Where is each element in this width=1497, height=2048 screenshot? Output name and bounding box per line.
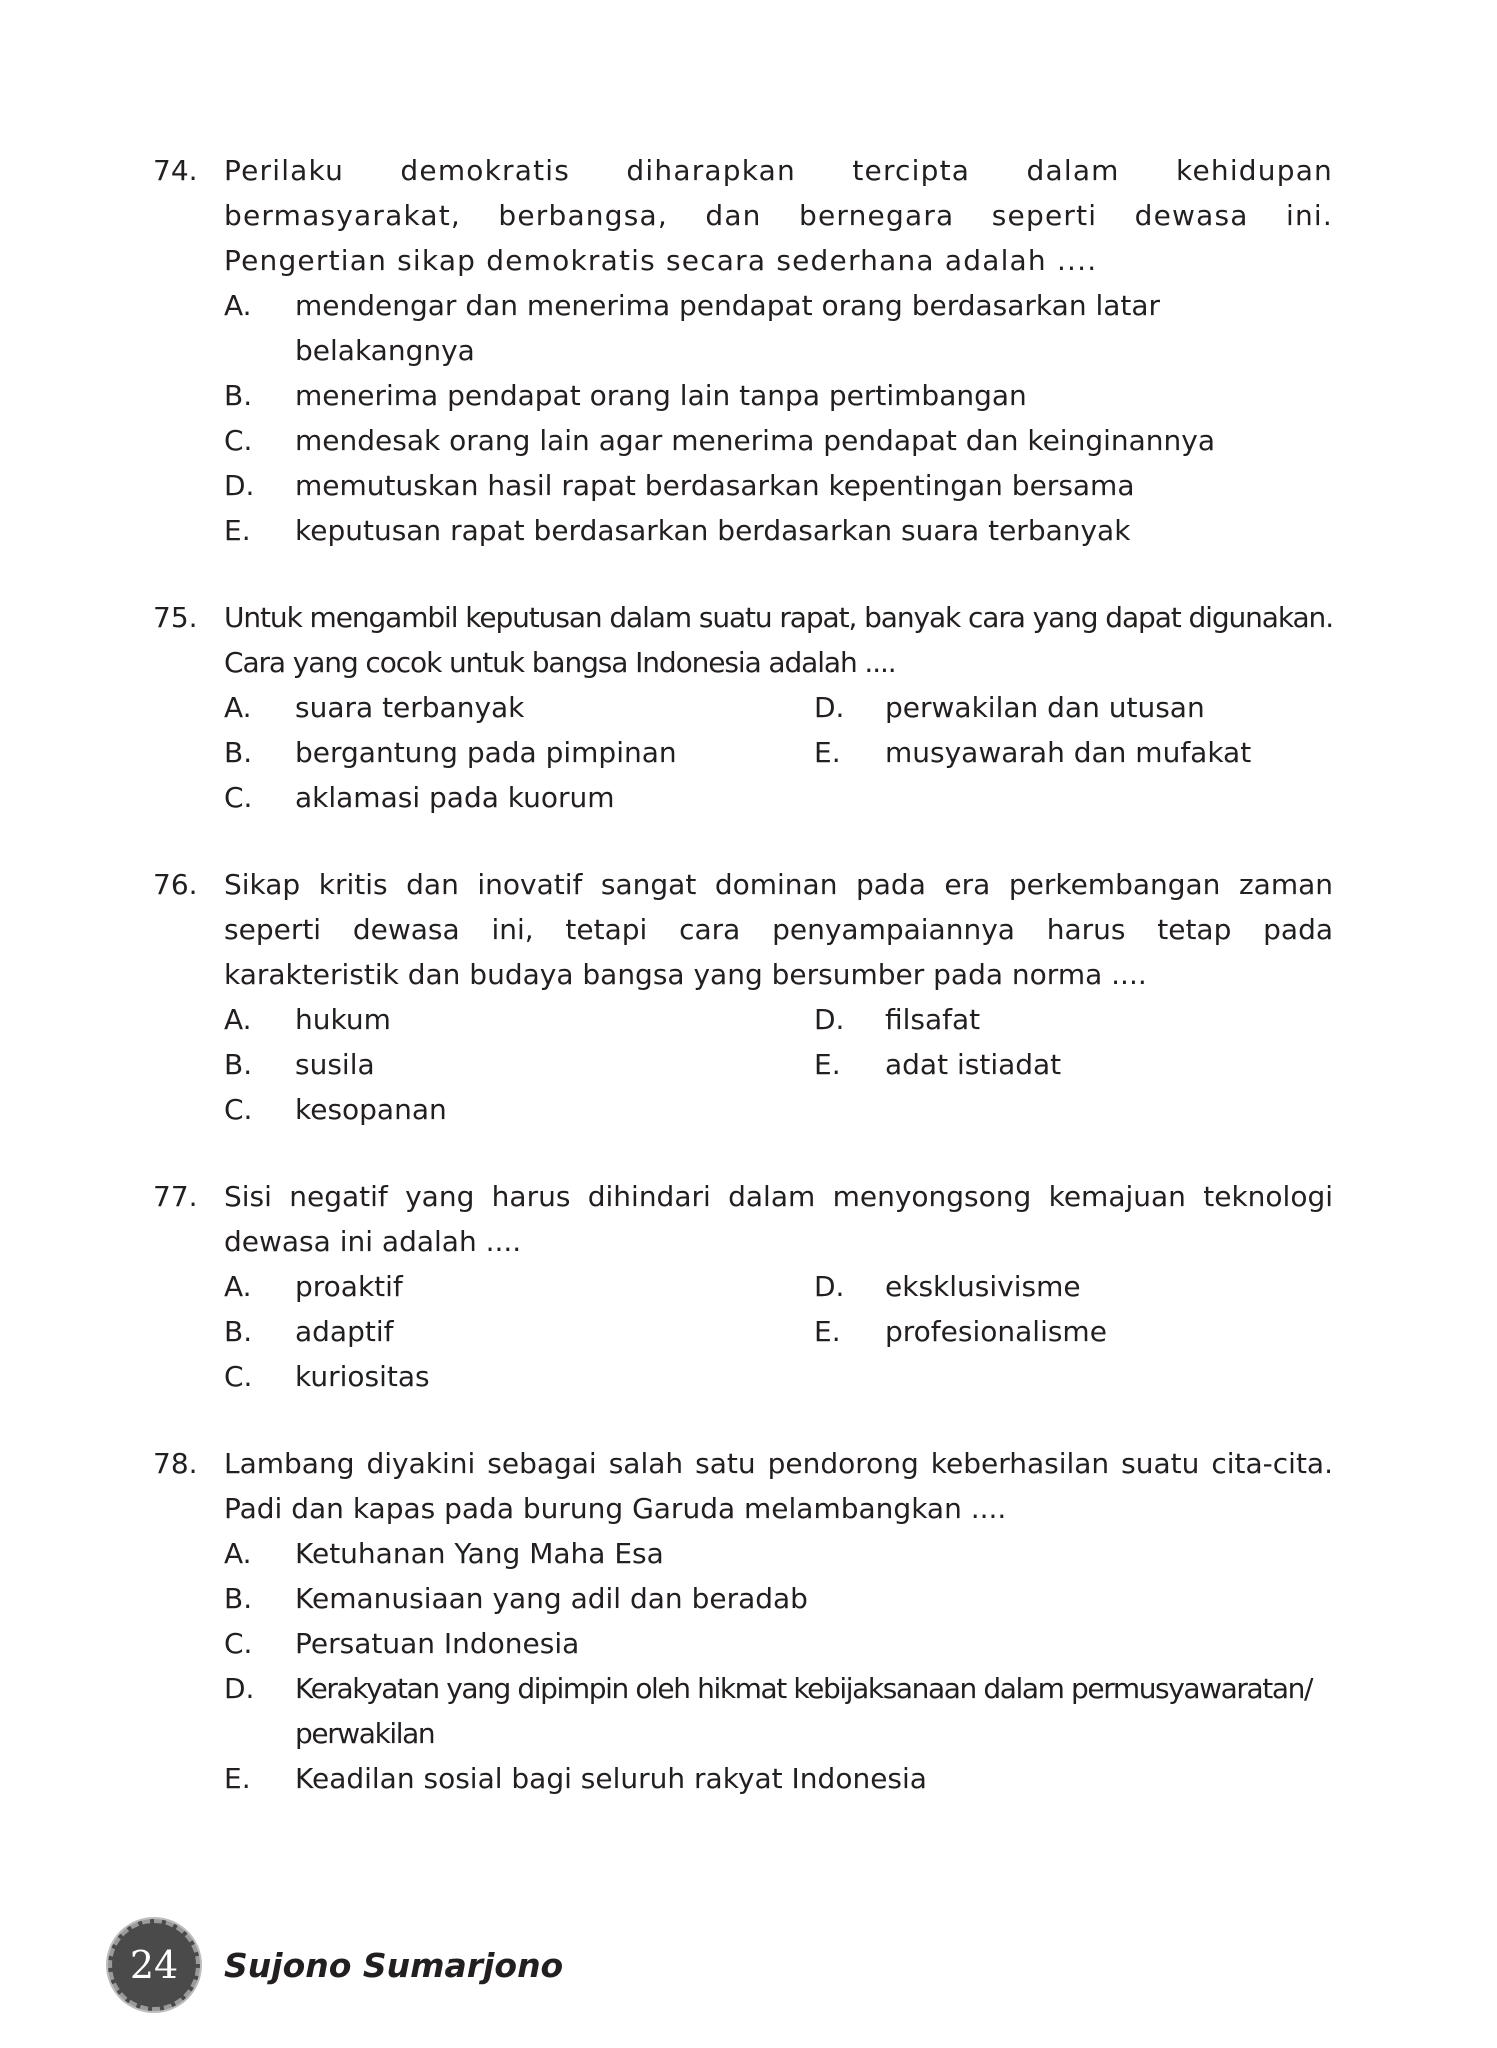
option-letter: D.: [224, 1672, 255, 1705]
option-text: aklamasi pada kuorum: [295, 781, 615, 814]
option-letter: B.: [224, 379, 253, 412]
page-footer: [108, 1915, 563, 2015]
option-letter: C.: [224, 424, 253, 457]
option-a: [224, 1264, 814, 1309]
question-text: Perilaku demokratis diharapkan tercipta dalam kehidupan bermasyarakat, berbangsa, dan bernegara seperti dewasa ini. Pengertian sikap demokratis secara sederhana adalah ....: [224, 154, 1333, 277]
option-letter: C.: [224, 1627, 253, 1660]
option-text: memutuskan hasil rapat berdasarkan kepentingan bersama: [295, 469, 1135, 502]
option-c: [224, 1354, 814, 1399]
option-text: hukum: [295, 1003, 391, 1036]
option-text: musyawarah dan mufakat: [885, 736, 1252, 769]
option-text: mendesak orang lain agar menerima pendapat dan keinginannya: [295, 424, 1216, 457]
option-letter: C.: [224, 1093, 253, 1126]
option-list: [224, 685, 1333, 820]
option-text: adaptif: [295, 1315, 394, 1348]
option-a: [224, 1531, 1333, 1576]
question-text: Untuk mengambil keputusan dalam suatu rapat, banyak cara yang dapat digunakan. Cara yang cocok untuk bangsa Indonesia adalah ....: [224, 601, 1333, 679]
option-letter: A.: [224, 1537, 252, 1570]
option-letter: A.: [224, 1270, 252, 1303]
option-text: Keadilan sosial bagi seluruh rakyat Indonesia: [295, 1762, 927, 1795]
option-d: [814, 997, 1333, 1042]
question-number: 75.: [153, 601, 198, 634]
page-number-badge: 24: [108, 1919, 200, 2011]
question-74: [153, 148, 1333, 553]
option-text: susila: [295, 1048, 375, 1081]
question-text: Lambang diyakini sebagai salah satu pendorong keberhasilan suatu cita-cita. Padi dan kapas pada burung Garuda melambangkan ....: [224, 1447, 1333, 1525]
option-list: [224, 283, 1333, 553]
option-letter: E.: [224, 514, 251, 547]
option-letter: E.: [814, 736, 841, 769]
question-text: Sisi negatif yang harus dihindari dalam menyongsong kemajuan teknologi dewasa ini adalah ....: [224, 1180, 1333, 1258]
option-e: [814, 1042, 1333, 1087]
option-c: [224, 1621, 1333, 1666]
option-letter: E.: [814, 1315, 841, 1348]
option-a: [224, 283, 1333, 373]
option-text: perwakilan dan utusan: [885, 691, 1205, 724]
option-b: [224, 373, 1333, 418]
option-letter: C.: [224, 781, 253, 814]
option-b: [224, 1042, 814, 1087]
option-text: Kemanusiaan yang adil dan beradab: [295, 1582, 808, 1615]
option-text: Kerakyatan yang dipimpin oleh hikmat kebijaksanaan dalam permusyawaratan/ perwakilan: [295, 1672, 1313, 1750]
option-text: adat istiadat: [885, 1048, 1062, 1081]
option-text: bergantung pada pimpinan: [295, 736, 677, 769]
option-text: kuriositas: [295, 1360, 430, 1393]
option-text: profesionalisme: [885, 1315, 1107, 1348]
option-letter: B.: [224, 736, 253, 769]
option-text: eksklusivisme: [885, 1270, 1081, 1303]
option-letter: B.: [224, 1582, 253, 1615]
option-letter: B.: [224, 1048, 253, 1081]
question-75: [153, 595, 1333, 820]
question-77: [153, 1174, 1333, 1399]
option-text: Ketuhanan Yang Maha Esa: [295, 1537, 664, 1570]
option-e: [224, 1756, 1333, 1801]
option-e: [814, 730, 1333, 775]
option-d: [814, 685, 1333, 730]
option-letter: A.: [224, 289, 252, 322]
option-c: [224, 1087, 814, 1132]
question-number: 74.: [153, 154, 198, 187]
question-list: [153, 148, 1333, 1843]
option-d: [224, 1666, 1333, 1756]
option-letter: D.: [814, 1270, 845, 1303]
option-letter: E.: [814, 1048, 841, 1081]
author-name: Sujono Sumarjono: [224, 1945, 564, 1985]
option-letter: D.: [814, 1003, 845, 1036]
option-letter: B.: [224, 1315, 253, 1348]
option-letter: D.: [224, 469, 255, 502]
option-text: filsafat: [885, 1003, 981, 1036]
option-d: [814, 1264, 1333, 1309]
option-list: [224, 1264, 1333, 1399]
option-text: menerima pendapat orang lain tanpa pertimbangan: [295, 379, 1027, 412]
option-list: [224, 1531, 1333, 1801]
option-letter: D.: [814, 691, 845, 724]
option-letter: E.: [224, 1762, 251, 1795]
option-letter: C.: [224, 1360, 253, 1393]
question-number: 76.: [153, 868, 198, 901]
option-d: [224, 463, 1333, 508]
option-b: [224, 1309, 814, 1354]
option-letter: A.: [224, 691, 252, 724]
option-c: [224, 418, 1333, 463]
option-text: Persatuan Indonesia: [295, 1627, 580, 1660]
option-text: keputusan rapat berdasarkan berdasarkan suara terbanyak: [295, 514, 1131, 547]
question-76: [153, 862, 1333, 1132]
option-letter: A.: [224, 1003, 252, 1036]
question-text: Sikap kritis dan inovatif sangat dominan pada era perkembangan zaman seperti dewasa ini, tetapi cara penyampaiannya harus tetap pada karakteristik dan budaya bangsa yang bersumber pada norma ....: [224, 868, 1333, 991]
option-a: [224, 685, 814, 730]
option-b: [224, 730, 814, 775]
question-78: [153, 1441, 1333, 1801]
option-text: suara terbanyak: [295, 691, 525, 724]
option-list: [224, 997, 1333, 1132]
option-text: proaktif: [295, 1270, 403, 1303]
question-number: 78.: [153, 1447, 198, 1480]
option-e: [814, 1309, 1333, 1354]
option-c: [224, 775, 814, 820]
option-a: [224, 997, 814, 1042]
option-b: [224, 1576, 1333, 1621]
question-number: 77.: [153, 1180, 198, 1213]
option-e: [224, 508, 1333, 553]
option-text: mendengar dan menerima pendapat orang berdasarkan latar belakangnya: [295, 289, 1161, 367]
option-text: kesopanan: [295, 1093, 447, 1126]
